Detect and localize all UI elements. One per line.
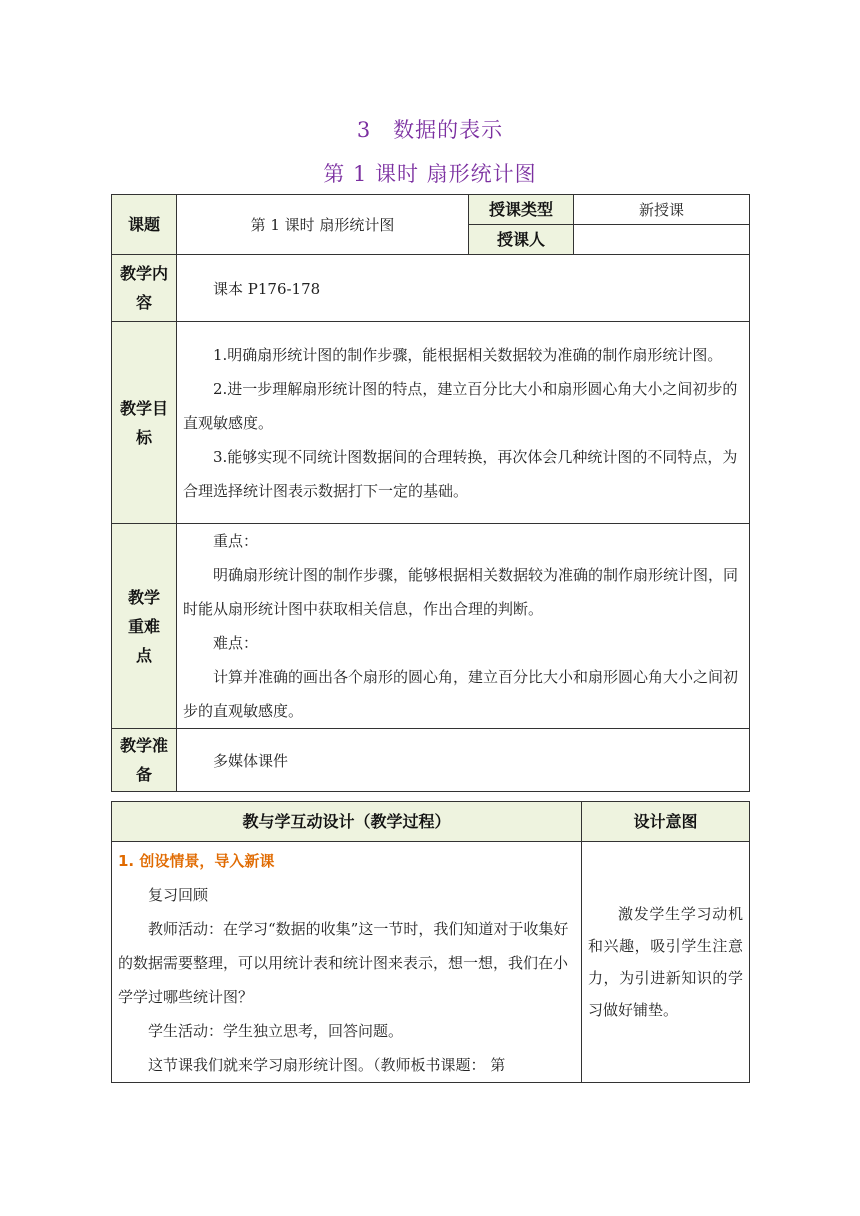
lesson-title: 第 1 课时 扇形统计图 (323, 162, 537, 186)
intent-text: 激发学生学习动机和兴趣，吸引学生注意力，为引进新知识的学习做好铺垫。 (588, 905, 743, 1019)
process-paragraph: 复习回顾 (148, 886, 209, 904)
goals-cell (177, 322, 750, 524)
content-value: 课本 P176-178 (177, 255, 750, 322)
goal-item: 2.进一步理解扇形统计图的特点，建立百分比大小和扇形圆心角大小之间初步的直观敏感度。 (183, 379, 738, 432)
key-text: 明确扇形统计图的制作步骤，能够根据相关数据较为准确的制作扇形统计图，同时能从扇形统计图中获取相关信息，作出合理的判断。 (183, 566, 739, 618)
prep-label: 教学准备 (112, 729, 177, 792)
topic-label: 课题 (112, 195, 177, 255)
teacher-value (574, 225, 750, 255)
process-paragraph: 教师活动：在学习“数据的收集”这一节时，我们知道对于收集好的数据需要整理，可以用统计表和统计图来表示，想一想，我们在小学学过哪些统计图？ (118, 920, 569, 1006)
difficulty-title: 难点： (213, 634, 259, 652)
keypoints-label: 教学重难点 (112, 524, 177, 729)
process-cell (112, 842, 582, 1083)
process-paragraph: 这节课我们就来学习扇形统计图。（教师板书课题： 第 (148, 1056, 506, 1074)
key-title: 重点： (213, 532, 259, 550)
section-title: 3 数据的表示 (356, 118, 504, 142)
intent-header: 设计意图 (582, 802, 750, 842)
goals-label: 教学目标 (112, 322, 177, 524)
lesson-info-table (111, 194, 750, 792)
teacher-label: 授课人 (469, 225, 574, 255)
keypoints-cell (177, 524, 750, 729)
lesson-type-value: 新授课 (574, 195, 750, 225)
process-header: 教与学互动设计（教学过程） (112, 802, 582, 842)
lesson-type-label: 授课类型 (469, 195, 574, 225)
teaching-process-table (111, 801, 750, 1083)
section-heading: 1. 创设情景，导入新课 (118, 852, 275, 870)
content-label: 教学内容 (112, 255, 177, 322)
goal-item: 1.明确扇形统计图的制作步骤，能根据相关数据较为准确的制作扇形统计图。 (213, 345, 723, 364)
process-paragraph: 学生活动：学生独立思考，回答问题。 (148, 1022, 404, 1040)
intent-cell (582, 842, 750, 1083)
goal-item: 3.能够实现不同统计图数据间的合理转换，再次体会几种统计图的不同特点，为合理选择统计图表示数据打下一定的基础。 (183, 447, 738, 500)
difficulty-text: 计算并准确的画出各个扇形的圆心角，建立百分比大小和扇形圆心角大小之间初步的直观敏感度。 (183, 668, 739, 720)
prep-value: 多媒体课件 (177, 729, 750, 792)
topic-value: 第 1 课时 扇形统计图 (177, 195, 469, 255)
